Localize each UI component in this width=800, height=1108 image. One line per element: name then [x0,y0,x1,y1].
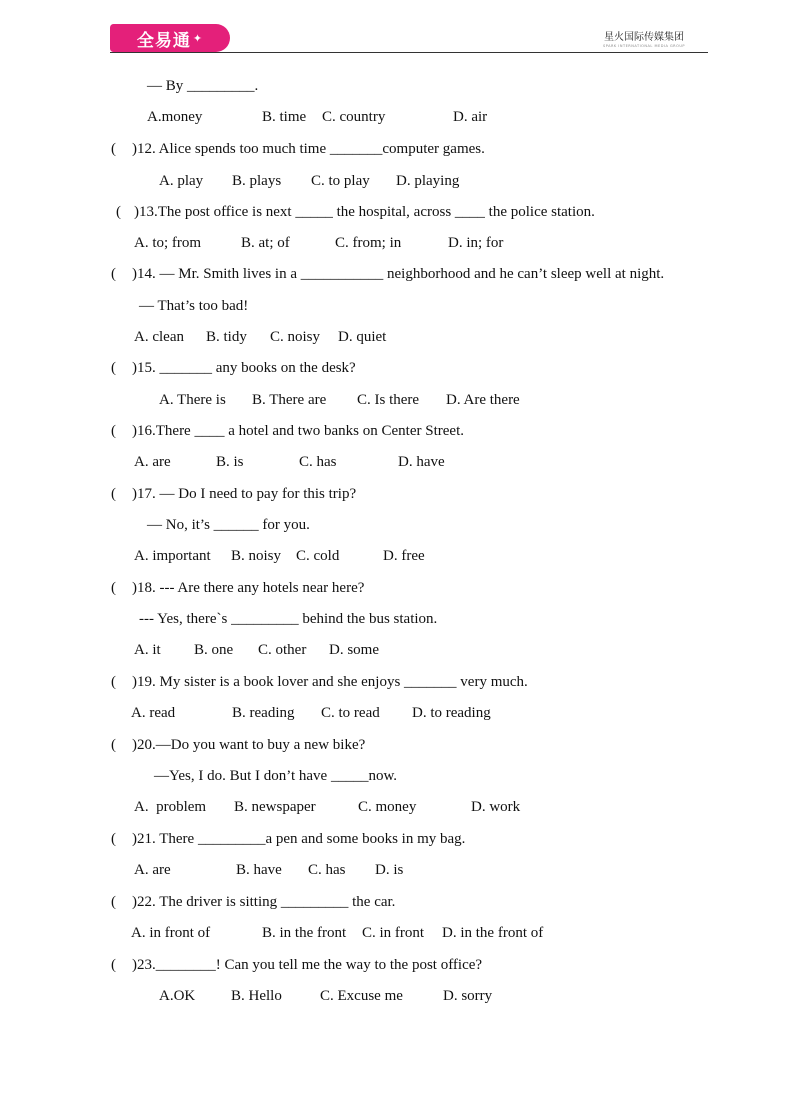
q18-option-a: A. it [134,642,161,658]
q16-option-b: B. is [216,454,244,470]
q20-option-d: D. work [471,799,521,815]
q14-option-c: C. noisy [270,329,321,345]
q23-option-b: B. Hello [231,988,282,1004]
q12-option-b: B. plays [232,173,282,189]
q18-stem: )18. --- Are there any hotels near here? [132,580,365,596]
answer-paren: ( [111,266,116,282]
q22-option-d: D. in the front of [442,925,544,941]
q14-stem: )14. — Mr. Smith lives in a ___________ neighborhood and he can’t sleep well at night. [132,266,665,282]
q17-option-a: A. important [134,548,211,564]
q19-option-a: A. read [131,705,176,721]
q20-option-c: C. money [358,799,417,815]
q11-option-b: B. time [262,109,307,125]
q16-option-a: A. are [134,454,171,470]
q18-option-c: C. other [258,642,307,658]
logo-text: 全易通 [136,30,191,51]
answer-paren: ( [111,423,116,439]
q20-reply: —Yes, I do. But I don’t have _____now. [154,768,398,784]
q17-reply: — No, it’s ______ for you. [147,517,310,533]
q15-option-d: D. Are there [446,392,520,408]
answer-paren: ( [116,204,121,220]
answer-paren: ( [111,360,116,376]
q19-option-b: B. reading [232,705,295,721]
q13-option-c: C. from; in [335,235,402,251]
q19-option-c: C. to read [321,705,380,721]
answer-paren: ( [111,894,116,910]
q18-option-d: D. some [329,642,379,658]
q11-option-d: D. air [453,109,488,125]
q14-option-b: B. tidy [206,329,247,345]
q12-option-d: D. playing [396,173,460,189]
brand-name: 星火国际传媒集团 [604,32,684,43]
q14-reply: — That’s too bad! [139,298,249,314]
header-divider [110,52,708,53]
q11-option-c: C. country [322,109,386,125]
q16-option-c: C. has [299,454,337,470]
q17-option-d: D. free [383,548,425,564]
page-header [0,0,800,60]
q22-option-b: B. in the front [262,925,347,941]
answer-paren: ( [111,141,116,157]
q15-option-c: C. Is there [357,392,420,408]
q19-option-d: D. to reading [412,705,491,721]
q12-option-c: C. to play [311,173,370,189]
q13-option-a: A. to; from [134,235,202,251]
q23-option-c: C. Excuse me [320,988,403,1004]
answer-paren: ( [111,674,116,690]
q17-option-b: B. noisy [231,548,282,564]
q11-reply: — By _________. [147,78,259,94]
q13-stem: )13.The post office is next _____ the hospital, across ____ the police station. [134,204,595,220]
q18-option-b: B. one [194,642,234,658]
q20-option-a: A. problem [134,799,207,815]
answer-paren: ( [111,486,116,502]
q23-option-a: A.OK [159,988,196,1004]
q15-stem: )15. _______ any books on the desk? [132,360,356,376]
q23-option-d: D. sorry [443,988,493,1004]
publisher-logo [110,24,230,52]
q14-option-a: A. clean [134,329,184,345]
q23-stem: )23.________! Can you tell me the way to the post office? [132,957,483,973]
q20-option-b: B. newspaper [234,799,316,815]
answer-paren: ( [111,957,116,973]
brand-block [598,28,690,48]
q11-option-a: A.money [147,109,203,125]
q21-option-d: D. is [375,862,404,878]
q16-stem: )16.There ____ a hotel and two banks on Center Street. [132,423,464,439]
q22-stem: )22. The driver is sitting _________ the car. [132,894,396,910]
answer-paren: ( [111,737,116,753]
q16-option-d: D. have [398,454,445,470]
q15-option-b: B. There are [252,392,327,408]
q17-option-c: C. cold [296,548,340,564]
q17-stem: )17. — Do I need to pay for this trip? [132,486,357,502]
answer-paren: ( [111,580,116,596]
q20-stem: )20.—Do you want to buy a new bike? [132,737,366,753]
q21-option-a: A. are [134,862,171,878]
q21-option-c: C. has [308,862,346,878]
q18-reply: --- Yes, there`s _________ behind the bus station. [139,611,438,627]
brand-subtitle: SPARK INTERNATIONAL MEDIA GROUP [602,44,686,48]
q12-stem: )12. Alice spends too much time _______computer games. [132,141,485,157]
star-icon: ✦ [192,31,204,45]
q21-option-b: B. have [236,862,282,878]
q13-option-d: D. in; for [448,235,504,251]
q12-option-a: A. play [159,173,204,189]
q19-stem: )19. My sister is a book lover and she enjoys _______ very much. [132,674,528,690]
q21-stem: )21. There _________a pen and some books in my bag. [132,831,466,847]
q15-option-a: A. There is [159,392,226,408]
q22-option-a: A. in front of [131,925,211,941]
answer-paren: ( [111,831,116,847]
q13-option-b: B. at; of [241,235,290,251]
q14-option-d: D. quiet [338,329,387,345]
q22-option-c: C. in front [362,925,425,941]
